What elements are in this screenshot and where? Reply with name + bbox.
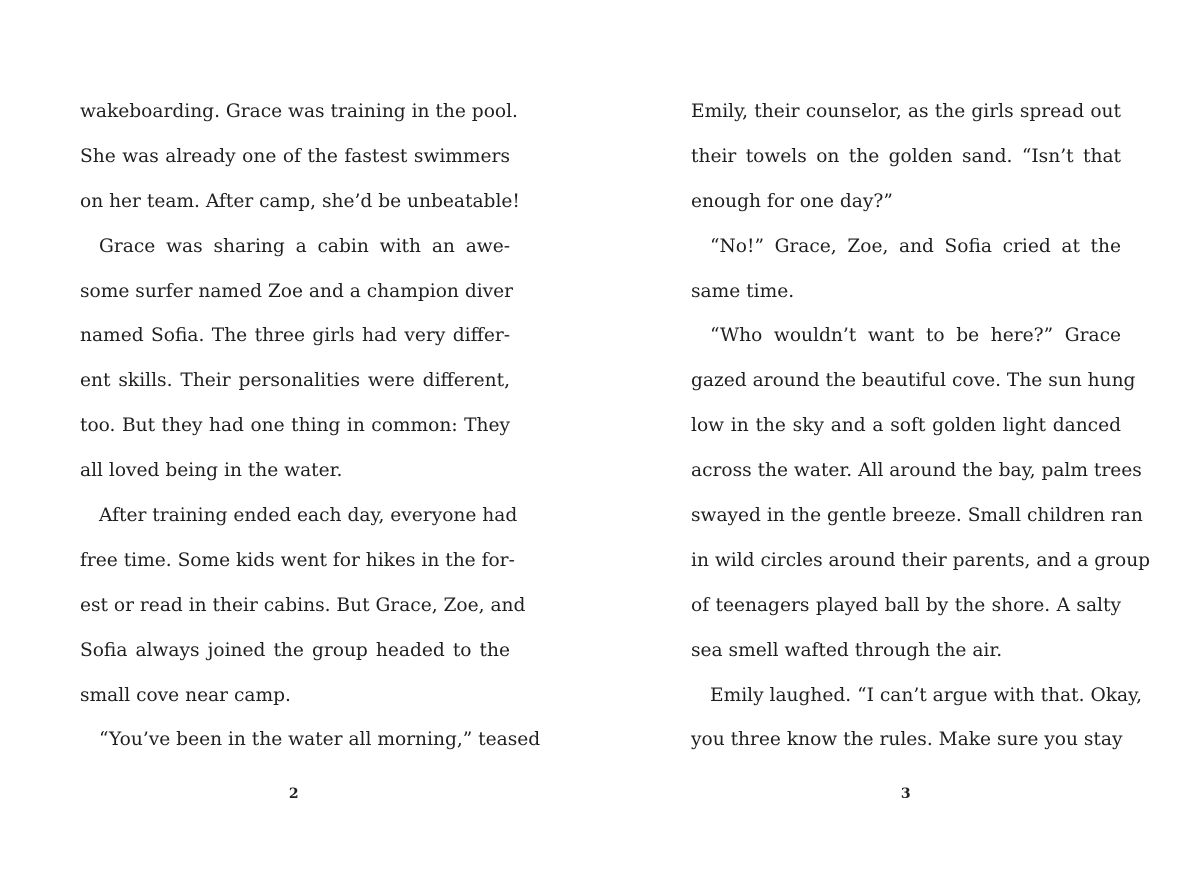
right-page-number: 3 — [900, 786, 912, 802]
text-line: Emily, their counselor, as the girls spread out — [691, 101, 1121, 122]
text-line: After training ended each day, everyone had — [99, 505, 518, 527]
text-line: all loved being in the water. — [80, 460, 343, 482]
text-line: across the water. All around the bay, palm trees — [691, 460, 1142, 482]
right-page — [600, 0, 1200, 872]
text-line: “No!” Grace, Zoe, and Sofia cried at the — [710, 235, 1121, 257]
text-line: est or read in their cabins. But Grace, Zoe, and — [80, 594, 526, 616]
text-line: free time. Some kids went for hikes in the for- — [80, 549, 515, 571]
text-line: She was already one of the fastest swimmers — [80, 145, 510, 167]
left-page-number: 2 — [288, 786, 300, 802]
text-line: same time. — [691, 280, 795, 302]
text-line: of teenagers played ball by the shore. A salty — [691, 594, 1121, 616]
text-line: sea smell wafted through the air. — [691, 639, 1003, 661]
text-line: ent skills. Their personalities were different, — [80, 370, 510, 392]
text-line: on her team. After camp, she’d be unbeatable! — [80, 190, 520, 212]
text-line: Grace was sharing a cabin with an awe- — [99, 235, 510, 257]
text-line: their towels on the golden sand. “Isn’t that — [691, 145, 1121, 167]
text-line: Sofia always joined the group headed to the — [80, 639, 510, 661]
text-line: too. But they had one thing in common: They — [80, 415, 510, 437]
text-line: named Sofia. The three girls had very differ- — [80, 325, 510, 347]
text-line: small cove near camp. — [80, 684, 291, 706]
text-line: swayed in the gentle breeze. Small children ran — [691, 505, 1143, 527]
text-line: low in the sky and a soft golden light danced — [691, 415, 1121, 437]
text-line: Emily laughed. “I can’t argue with that. Okay, — [710, 684, 1143, 706]
text-line: “Who wouldn’t want to be here?” Grace — [710, 325, 1121, 347]
right-page-body — [691, 90, 1151, 763]
text-line: enough for one day?” — [691, 190, 893, 212]
text-line: some surfer named Zoe and a champion diver — [80, 280, 514, 302]
text-line: you three know the rules. Make sure you stay — [691, 729, 1123, 751]
text-line: gazed around the beautiful cove. The sun hung — [691, 370, 1136, 392]
text-line: “You’ve been in the water all morning,” teased — [99, 729, 541, 751]
left-page-body — [80, 90, 541, 763]
text-line: in wild circles around their parents, and a group — [691, 549, 1151, 571]
text-line: wakeboarding. Grace was training in the pool. — [80, 101, 518, 122]
